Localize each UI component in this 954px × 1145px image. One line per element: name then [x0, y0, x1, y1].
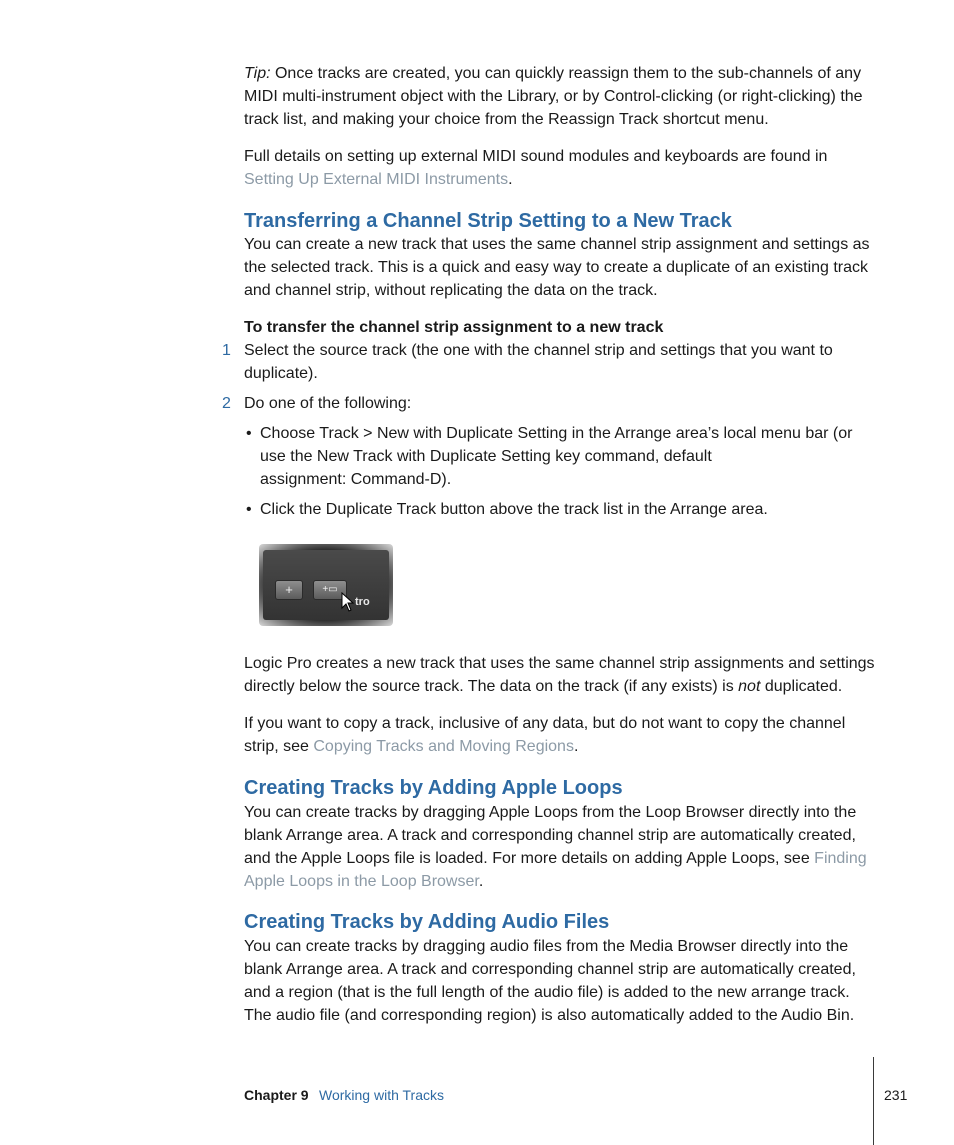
- result-text-a: Logic Pro creates a new track that uses the same channel strip assignments and settings directly below the source track. The data on the track (if any exists) is: [244, 655, 875, 695]
- audio-files-paragraph: You can create tracks by dragging audio files from the Media Browser directly into the blank Arrange area. A track and corresponding channel strip are automatically created, and a region (that is the full length of the audio file) is added to the new arrange track. The audio file (and corresponding region) is also automatically added to the Audio Bin.: [244, 938, 856, 1024]
- tip-paragraph: [244, 62, 880, 131]
- step-1-text: Select the source track (the one with the channel strip and settings that you want to duplicate).: [244, 342, 833, 382]
- track-name-fragment: tro: [355, 596, 370, 608]
- full-details-paragraph: [244, 145, 880, 191]
- task-title: To transfer the channel strip assignment to a new track: [244, 319, 664, 336]
- step-2-text: Do one of the following:: [244, 395, 412, 412]
- tip-text: Once tracks are created, you can quickly reassign them to the sub-channels of any MIDI multi-instrument object with the Library, or by Control-clicking (or right-clicking) the track list, and making your choice from the Reassign Track shortcut menu.: [244, 65, 863, 128]
- footer-chapter: Chapter 9: [244, 1087, 309, 1103]
- duplicate-track-button[interactable]: +▭: [313, 580, 347, 600]
- footer-chapter-title[interactable]: Working with Tracks: [319, 1087, 444, 1103]
- bullet-item-2: [260, 498, 880, 521]
- section1-intro: You can create a new track that uses the same channel strip assignment and settings as the selected track. This is a quick and easy way to create a duplicate of an existing track and channel strip, without replicating the data on the track.: [244, 236, 870, 299]
- apple-loops-text: You can create tracks by dragging Apple Loops from the Loop Browser directly into the blank Arrange area. A track and corresponding channel strip are automatically created, and the Apple Loops file is loaded. For more details on adding Apple Loops, see: [244, 804, 857, 867]
- arrange-toolbar: [263, 550, 389, 620]
- duplicate-track-screenshot: [259, 544, 393, 626]
- step-number-1: 1: [222, 342, 231, 359]
- result-paragraph: [244, 652, 880, 698]
- apple-loops-paragraph: [244, 801, 880, 893]
- full-details-text: Full details on setting up external MIDI sound modules and keyboards are found in: [244, 148, 828, 165]
- copy-end: .: [573, 738, 579, 755]
- result-text-b: duplicated.: [760, 678, 843, 695]
- section-heading-transferring: Transferring a Channel Strip Setting to a New Track: [244, 210, 732, 232]
- section-heading-audio-files: Creating Tracks by Adding Audio Files: [244, 911, 610, 933]
- section-heading-apple-loops: Creating Tracks by Adding Apple Loops: [244, 777, 623, 799]
- copy-text: If you want to copy a track, inclusive of any data, but do not want to copy the channel strip, see: [244, 715, 846, 755]
- new-track-button[interactable]: +: [275, 580, 303, 600]
- full-details-end: .: [508, 171, 513, 188]
- result-emphasis: not: [738, 678, 761, 695]
- step-number-2: 2: [222, 395, 231, 412]
- tip-label: Tip:: [244, 65, 271, 82]
- link-finding-apple-loops[interactable]: Finding Apple Loops in the Loop Browser: [244, 850, 867, 890]
- bullet-1-line1: Choose Track > New with Duplicate Setting in the Arrange area’s local menu bar (or use the New Track with Duplicate Setting key command, default: [260, 425, 853, 465]
- link-setting-up-external-midi[interactable]: Setting Up External MIDI Instruments: [244, 171, 509, 188]
- bullet-mark-1: •: [246, 425, 252, 442]
- footer-divider: [873, 1057, 874, 1145]
- mouse-cursor-icon: [341, 592, 355, 612]
- bullet-item-1: [260, 422, 880, 491]
- bullet-2-line1: Click the Duplicate Track button above the track list in the Arrange area.: [260, 501, 768, 518]
- apple-loops-end: .: [478, 873, 484, 890]
- footer-page-number: 231: [884, 1087, 908, 1103]
- bullet-mark-2: •: [246, 501, 252, 518]
- bullet-1-line2: assignment: Command-D).: [260, 471, 452, 488]
- copy-paragraph: [244, 712, 880, 758]
- link-copying-tracks[interactable]: Copying Tracks and Moving Regions: [313, 738, 574, 755]
